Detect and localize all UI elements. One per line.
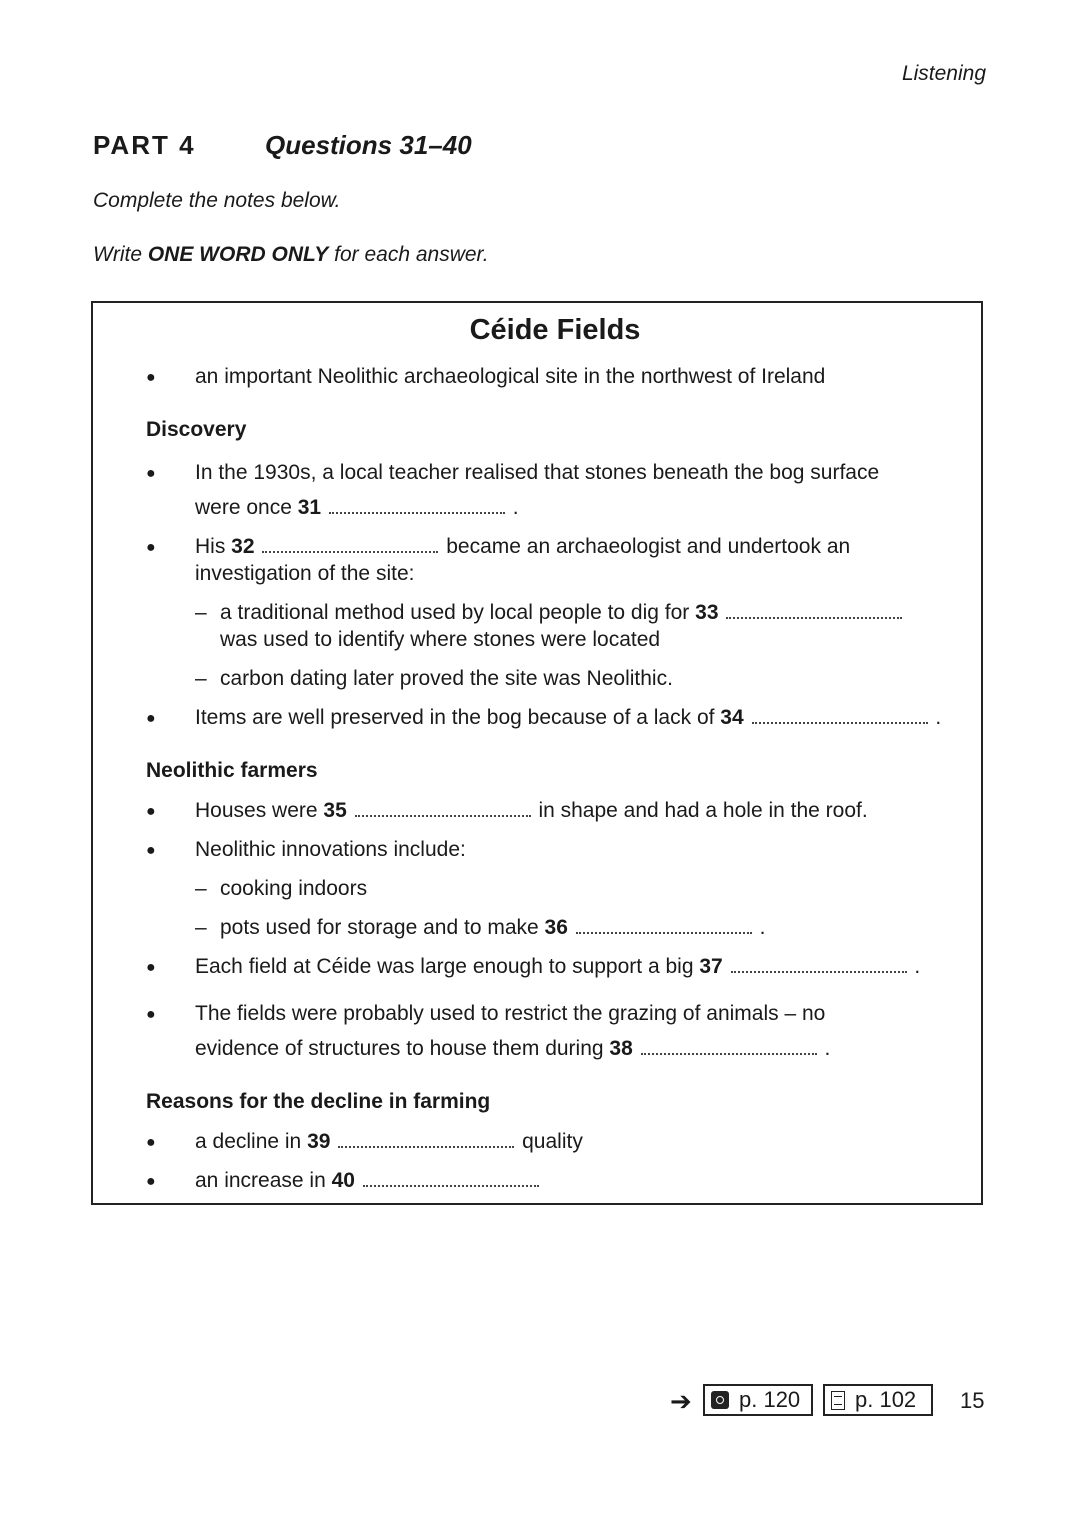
answer-blank-31[interactable] [329, 507, 505, 514]
farmers-bullet-4-line-2: evidence of structures to house them during 38 . [195, 1037, 831, 1060]
bullet-icon: ● [146, 959, 156, 976]
dash-icon: – [195, 877, 207, 900]
question-40-number: 40 [331, 1169, 355, 1192]
audio-reference-page: p. 120 [739, 1387, 801, 1412]
part-label: PART 4 [93, 130, 196, 160]
bullet-icon: ● [146, 1006, 156, 1023]
bullet-icon: ● [146, 710, 156, 727]
question-39-number: 39 [307, 1130, 331, 1153]
discovery-bullet-1-line-1: In the 1930s, a local teacher realised that stones beneath the bog surface [195, 461, 880, 484]
bullet-icon: ● [146, 1173, 156, 1190]
decline-bullet-1: a decline in 39 quality [195, 1130, 583, 1153]
answer-blank-37[interactable] [731, 966, 907, 973]
section-label: Listening [901, 62, 986, 85]
instruction-complete: Complete the notes below. [93, 189, 341, 212]
intro-text: an important Neolithic archaeological site in the northwest of Ireland [195, 365, 826, 388]
document-icon [831, 1391, 845, 1410]
bullet-icon: ● [146, 369, 156, 386]
dash-icon: – [195, 667, 207, 690]
answer-blank-40[interactable] [363, 1180, 539, 1187]
cd-icon [711, 1391, 729, 1409]
questions-range: Questions 31–40 [265, 130, 472, 160]
discovery-heading: Discovery [146, 418, 247, 441]
bullet-icon: ● [146, 465, 156, 482]
bullet-icon: ● [146, 803, 156, 820]
farmers-dash-1: cooking indoors [220, 877, 368, 900]
bullet-icon: ● [146, 842, 156, 859]
question-33-number: 33 [695, 601, 719, 624]
farmers-heading: Neolithic farmers [146, 759, 318, 782]
farmers-bullet-1: Houses were 35 in shape and had a hole in the roof. [195, 799, 868, 822]
question-36-number: 36 [544, 916, 568, 939]
discovery-bullet-1-line-2: were once 31 . [195, 496, 519, 519]
question-37-number: 37 [699, 955, 723, 978]
answer-blank-32[interactable] [262, 546, 438, 553]
question-38-number: 38 [609, 1037, 633, 1060]
discovery-bullet-2-line-1: His 32 became an archaeologist and undertook an [195, 535, 851, 558]
farmers-dash-2: pots used for storage and to make 36 . [220, 916, 766, 939]
answer-blank-35[interactable] [355, 810, 531, 817]
page-number: 15 [960, 1388, 985, 1413]
question-35-number: 35 [323, 799, 347, 822]
discovery-dash-2: carbon dating later proved the site was Neolithic. [220, 667, 673, 690]
bullet-icon: ● [146, 1134, 156, 1151]
question-32-number: 32 [231, 535, 255, 558]
dash-icon: – [195, 916, 207, 939]
dash-icon: – [195, 601, 207, 624]
arrow-right-icon: ➔ [670, 1386, 692, 1416]
discovery-bullet-3: Items are well preserved in the bog because of a lack of 34 . [195, 706, 942, 729]
answer-key-reference-link[interactable] [823, 1384, 933, 1416]
answer-blank-39[interactable] [338, 1141, 514, 1148]
answer-blank-33[interactable] [726, 612, 902, 619]
question-31-number: 31 [297, 496, 322, 519]
answer-key-reference-page: p. 102 [855, 1387, 917, 1412]
farmers-bullet-3: Each field at Céide was large enough to support a big 37 . [195, 955, 921, 978]
part-heading [93, 130, 472, 161]
farmers-bullet-2: Neolithic innovations include: [195, 838, 466, 861]
discovery-dash-1-line-2: was used to identify where stones were located [220, 628, 661, 651]
decline-heading: Reasons for the decline in farming [146, 1090, 491, 1113]
question-34-number: 34 [720, 706, 744, 729]
bullet-icon: ● [146, 539, 156, 556]
decline-bullet-2: an increase in 40 [195, 1168, 541, 1194]
instruction-word-limit: Write ONE WORD ONLY for each answer. [93, 243, 489, 266]
answer-blank-38[interactable] [641, 1048, 817, 1055]
answer-blank-36[interactable] [576, 927, 752, 934]
answer-blank-34[interactable] [752, 717, 928, 724]
discovery-bullet-2-line-2: investigation of the site: [195, 562, 415, 585]
discovery-dash-1-line-1: a traditional method used by local people to dig for 33 [220, 600, 904, 626]
notes-title: Céide Fields [469, 314, 641, 346]
farmers-bullet-4-line-1: The fields were probably used to restrict the grazing of animals – no [195, 1002, 826, 1025]
audio-reference-link[interactable] [703, 1384, 813, 1416]
